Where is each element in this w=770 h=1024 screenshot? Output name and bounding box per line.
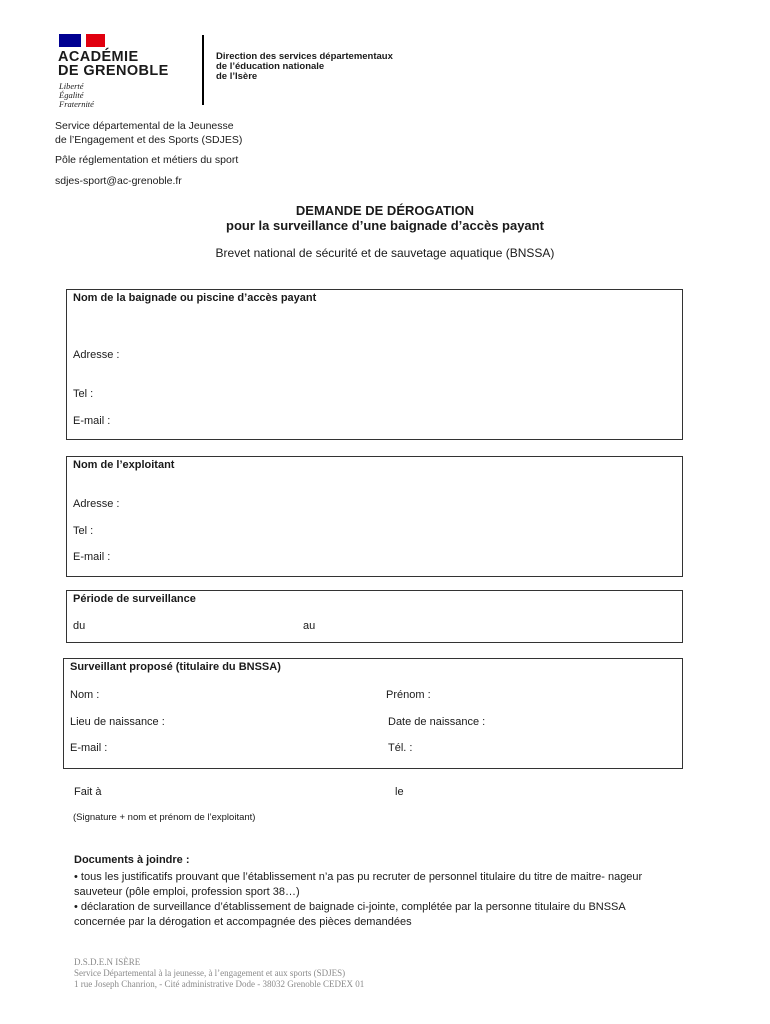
surveillant-nom-label: Nom : [70, 689, 100, 701]
motto-fraternite: Fraternité [59, 99, 94, 109]
documents-heading: Documents à joindre : [74, 854, 190, 866]
service-pole: Pôle réglementation et métiers du sport [55, 154, 239, 166]
exploitant-email-label: E-mail : [73, 551, 111, 563]
footer-line1: D.S.D.E.N ISÈRE [74, 957, 141, 967]
service-line1: Service départemental de la Jeunesse [55, 120, 234, 132]
box-periode [66, 590, 683, 643]
exploitant-adresse-label: Adresse : [73, 498, 120, 510]
documents-item2-line2: concernée par la dérogation et accompagnée des pièces demandées [74, 916, 412, 928]
box-surveillant [63, 658, 683, 769]
surveillant-lieu-label: Lieu de naissance : [70, 716, 165, 728]
service-line2: de l’Engagement et des Sports (SDJES) [55, 134, 243, 146]
academie-line1: ACADÉMIE [58, 49, 139, 65]
box-exploitant [66, 456, 683, 577]
signature-note: (Signature + nom et prénom de l’exploitant) [73, 812, 256, 823]
marianne-logo [59, 34, 105, 47]
box-exploitant-heading: Nom de l’exploitant [73, 459, 175, 471]
direction-line3: de l’Isère [216, 71, 258, 82]
header-divider [202, 35, 204, 105]
motto-egalite: Égalité [59, 90, 84, 100]
baignade-adresse-label: Adresse : [73, 349, 120, 361]
motto-liberte: Liberté [59, 81, 84, 91]
direction-line1: Direction des services départementaux [216, 51, 393, 62]
surveillant-date-label: Date de naissance : [388, 716, 486, 728]
page-title-line2: pour la surveillance d’une baignade d’accès payant [226, 218, 544, 233]
baignade-tel-label: Tel : [73, 388, 94, 400]
baignade-email-label: E-mail : [73, 415, 111, 427]
box-baignade [66, 289, 683, 440]
page-subtitle: Brevet national de sécurité et de sauvetage aquatique (BNSSA) [215, 246, 555, 260]
surveillant-prenom-label: Prénom : [386, 689, 431, 701]
footer-line3: 1 rue Joseph Chanrion, - Cité administrative Dode - 38032 Grenoble CEDEX 01 [74, 979, 365, 989]
periode-du-label: du [73, 620, 86, 632]
surveillant-email-label: E-mail : [70, 742, 108, 754]
service-email[interactable]: sdjes-sport@ac-grenoble.fr [55, 175, 182, 187]
box-baignade-heading: Nom de la baignade ou piscine d’accès payant [73, 292, 317, 304]
le-label: le [395, 786, 404, 798]
box-periode-heading: Période de surveillance [73, 593, 196, 605]
footer-line2: Service Départemental à la jeunesse, à l’engagement et aux sports (SDJES) [74, 968, 346, 978]
documents-item2-line1: • déclaration de surveillance d’établissement de baignade ci-jointe, complétée par la personne titulaire du BNSSA [74, 901, 626, 913]
exploitant-tel-label: Tel : [73, 525, 94, 537]
page-title: DEMANDE DE DÉROGATION [295, 203, 475, 218]
periode-au-label: au [303, 620, 316, 632]
documents-item1-line1: • tous les justificatifs prouvant que l’établissement n’a pas pu recruter de personnel titulaire du titre de maitre- nageur [74, 871, 643, 883]
surveillant-tel-label: Tél. : [388, 742, 413, 754]
box-surveillant-heading: Surveillant proposé (titulaire du BNSSA) [70, 661, 281, 673]
direction-line2: de l’éducation nationale [216, 61, 325, 72]
documents-item1-line2: sauveteur (pôle emploi, profession sport 38…) [74, 886, 300, 898]
academie-line2: DE GRENOBLE [58, 63, 169, 79]
fait-a-label: Fait à [74, 786, 102, 798]
